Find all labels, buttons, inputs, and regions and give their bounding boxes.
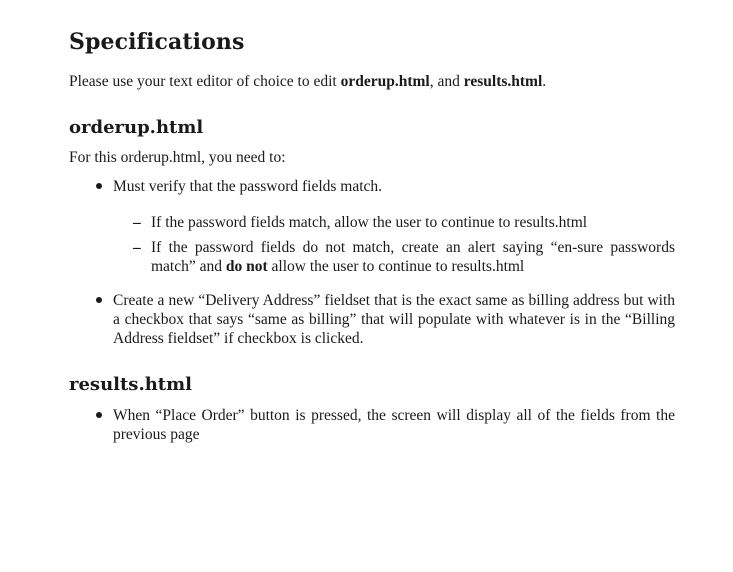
list-item (113, 238, 675, 276)
dash-marker: – (133, 214, 141, 231)
page-title: Specifications (69, 29, 245, 55)
results-bullet-list (69, 406, 675, 444)
bullet-marker (96, 297, 102, 303)
sub-item-mismatch-before: If the password fields do not match, create an alert saying “en-sure passwords match” and (151, 239, 675, 275)
list-item (69, 291, 675, 348)
intro-paragraph (69, 72, 675, 91)
section-orderup-lead: For this orderup.html, you need to: (69, 149, 286, 166)
bullet-marker (96, 412, 102, 418)
list-item (69, 177, 675, 276)
bullet-verify-passwords: Must verify that the password fields match. (113, 178, 383, 195)
sub-item-match: If the password fields match, allow the user to continue to results.html (151, 214, 588, 231)
intro-text-before: Please use your text editor of choice to edit (69, 73, 341, 90)
list-item (69, 406, 675, 444)
verify-sub-list (113, 213, 675, 276)
sub-item-mismatch-emphasis: do not (225, 258, 268, 275)
bullet-delivery-address: Create a new “Delivery Address” fieldset that is the exact same as billing address but with a checkbox that says “same as billing” that will populate with whatever is in the “Billing Address fieldset” if checkbox is clicked. (113, 292, 675, 347)
list-item (113, 213, 675, 232)
intro-text-middle: , and (429, 73, 464, 90)
intro-text-after: . (542, 73, 547, 90)
sub-item-mismatch-after: allow the user to continue to results.html (267, 258, 525, 275)
intro-file-orderup: orderup.html (340, 73, 430, 90)
section-heading-orderup: orderup.html (69, 117, 204, 138)
dash-marker: – (133, 239, 141, 256)
section-heading-results: results.html (69, 374, 192, 395)
intro-file-results: results.html (463, 73, 543, 90)
bullet-place-order: When “Place Order” button is pressed, the screen will display all of the fields from the previous page (113, 407, 675, 443)
bullet-marker (96, 183, 102, 189)
orderup-bullet-list (69, 177, 675, 348)
